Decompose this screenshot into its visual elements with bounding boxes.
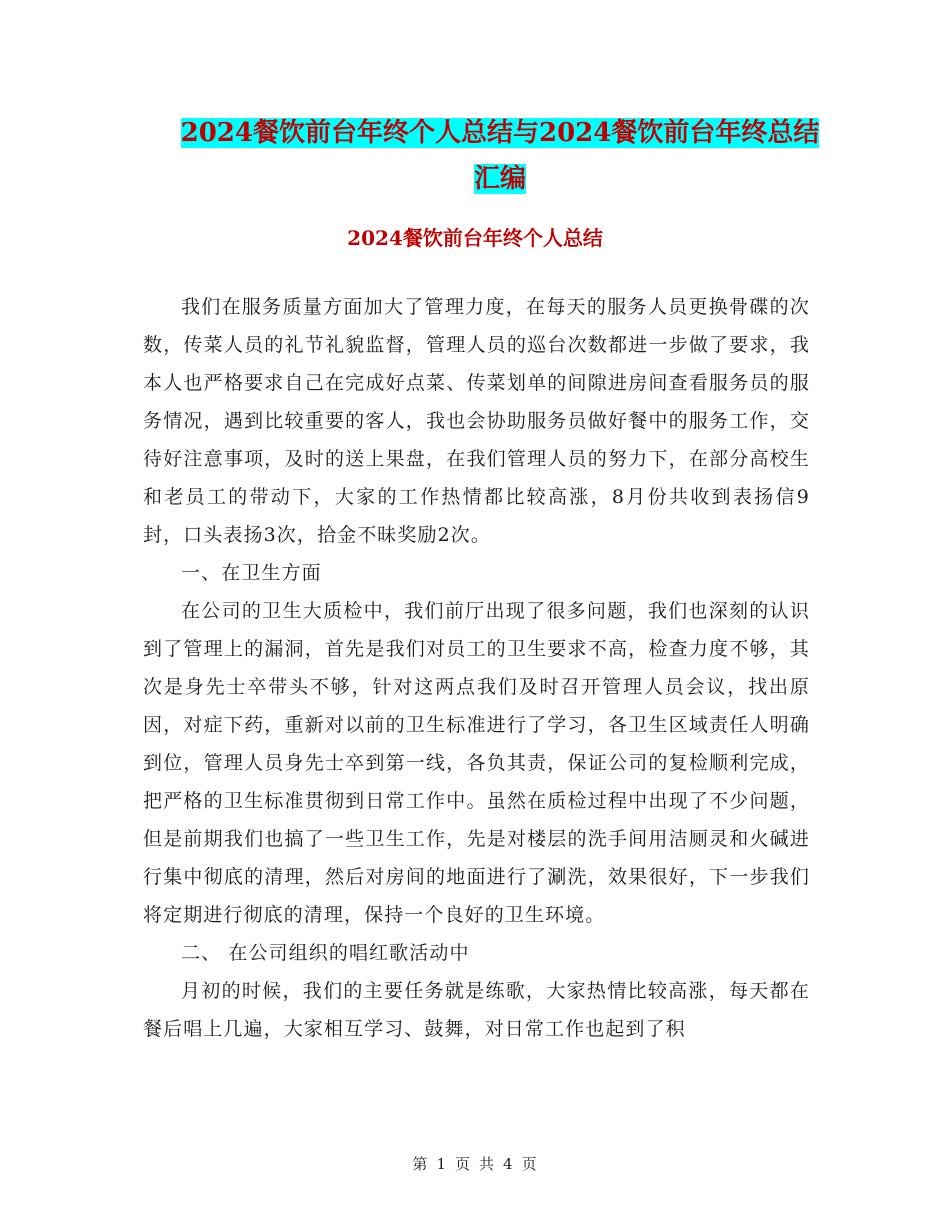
footer-total-pages: 4 <box>503 1155 514 1173</box>
footer-page-prefix: 第 <box>412 1155 429 1173</box>
footer-total-prefix: 共 <box>479 1155 496 1173</box>
paragraph: 我们在服务质量方面加大了管理力度，在每天的服务人员更换骨碟的次数，传菜人员的礼节礼貌监督，管理人员的巡台次数都进一步做了要求，我本人也严格要求自己在完成好点菜、传菜划单的间隙进房间查看服务员的服务情况，遇到比较重要的客人，我也会协助服务员做好餐中的服务工作，交待好注意事项，及时的送上果盘，在我们管理人员的努力下，在部分高校生和老员工的带动下，大家的工作热情都比较高涨，8月份共收到表扬信9 封，口头表扬3次，拾金不昧奖励2次。 <box>143 296 810 546</box>
footer-page-number: 1 <box>436 1155 447 1173</box>
footer-total-suffix: 页 <box>521 1155 538 1173</box>
paragraph: 月初的时候，我们的主要任务就是练歌，大家热情比较高涨，每天都在餐后唱上几遍，大家相互学习、鼓舞，对日常工作也起到了积 <box>143 980 810 1040</box>
document-title-line1: 2024餐饮前台年终个人总结与2024餐饮前台年终总结 <box>180 118 820 148</box>
paragraph: 在公司的卫生大质检中，我们前厅出现了很多问题，我们也深刻的认识到了管理上的漏洞，首先是我们对员工的卫生要求不高，检查力度不够，其次是身先士卒带头不够，针对这两点我们及时召开管理人员会议，找出原因，对症下药，重新对以前的卫生标准进行了学习，各卫生区域责任人明确到位，管理人员身先士卒到第一线，各负其责，保证公司的复检顺利完成，把严格的卫生标准贯彻到日常工作中。虽然在质检过程中出现了不少问题，但是前期我们也搞了一些卫生工作，先是对楼层的洗手间用洁厕灵和火碱进行集中彻底的清理，然后对房间的地面进行了涮洗，效果很好，下一步我们将定期进行彻底的清理，保持一个良好的卫生环境。 <box>143 600 810 926</box>
paragraph-heading: 一、在卫生方面 <box>181 562 322 584</box>
body-text <box>143 288 810 1048</box>
page-footer <box>0 1153 950 1174</box>
paragraph-heading: 二、 在公司组织的唱红歌活动中 <box>181 942 470 964</box>
document-title-line2: 汇编 <box>473 164 526 194</box>
footer-page-mid: 页 <box>454 1155 471 1173</box>
section-title: 2024餐饮前台年终个人总结 <box>347 226 603 250</box>
document-title <box>150 110 850 202</box>
